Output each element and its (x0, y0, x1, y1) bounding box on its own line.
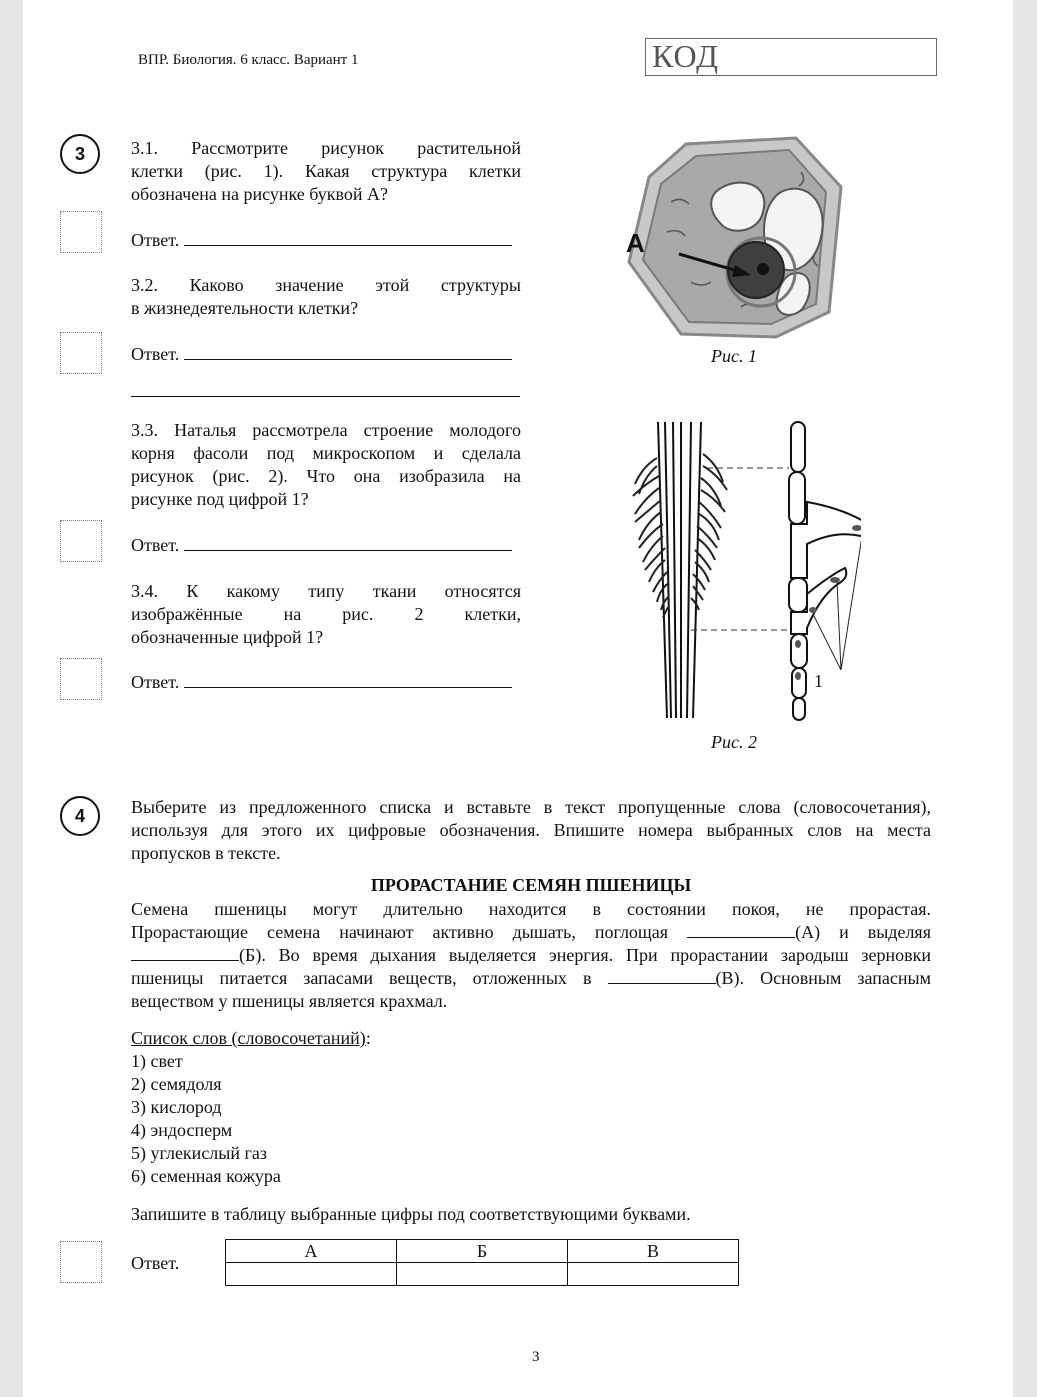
answer-line-3-2-extra[interactable] (131, 396, 520, 397)
table-header-v: В (568, 1240, 739, 1263)
word-list-title: Список слов (словосочетаний) (131, 1028, 366, 1048)
fig2-label-1: 1 (814, 671, 823, 691)
header-title: ВПР. Биология. 6 класс. Вариант 1 (138, 52, 359, 68)
score-box-3-1[interactable] (60, 211, 102, 253)
answer-cell-a[interactable] (226, 1263, 397, 1286)
worksheet-page (23, 0, 1013, 1397)
task-number-4: 4 (60, 796, 100, 836)
blank-v[interactable] (608, 967, 716, 984)
score-box-3-2[interactable] (60, 332, 102, 374)
list-item: 3) кислород (131, 1097, 222, 1117)
question-3-3: 3.3. Наталья рассмотрела строение молодого корня фасоли под микроскопом и сделала рисунок (рис. 2). Что она изобразила на рисунке под цифрой 1? (131, 420, 521, 509)
blank-b[interactable] (131, 944, 239, 961)
answer-cell-v[interactable] (568, 1263, 739, 1286)
answer-line-3-1[interactable]: Ответ. (131, 229, 523, 252)
list-item: 1) свет (131, 1051, 183, 1071)
fig2-caption: Рис. 2 (711, 732, 757, 752)
task-number-3: 3 (60, 134, 100, 174)
score-box-3-4[interactable] (60, 658, 102, 700)
task4-title: ПРОРАСТАНИЕ СЕМЯН ПШЕНИЦЫ (370, 875, 692, 895)
word-list: Список слов (словосочетаний): 1) свет 2) семядоля 3) кислород 4) эндосперм 5) углекислый газ 6) семенная кожура (131, 1028, 371, 1186)
root-figure (621, 418, 861, 723)
answer-table (225, 1239, 739, 1286)
score-box-4[interactable] (60, 1241, 102, 1283)
fig1-label-a: А (626, 228, 645, 258)
blank-a[interactable] (687, 921, 795, 938)
answer-line-3-2[interactable]: Ответ. (131, 343, 523, 366)
table-header-a: А (226, 1240, 397, 1263)
page-number: 3 (532, 1349, 540, 1365)
answer-line-3-3[interactable]: Ответ. (131, 534, 523, 557)
task4-paragraph: Семена пшеницы могут длительно находится в состоянии покоя, не прорастая. Прорастающие семена начинают активно дышать, поглощая (А) и выделяя (Б). Во время дыхания выделяется энергия. При прорастании зародыш зерновки пшеницы питается запасами веществ, отложенных в (В). Основным запасным веществом у пшеницы является крахмал. (131, 899, 931, 1011)
answer-line-3-4[interactable]: Ответ. (131, 671, 523, 694)
list-item: 4) эндосперм (131, 1120, 233, 1140)
question-3-4: 3.4. К какому типу ткани относятся изображённые на рис. 2 клетки, обозначенные цифрой 1? (131, 581, 521, 647)
answer-label-4: Ответ. (131, 1253, 180, 1273)
list-item: 6) семенная кожура (131, 1166, 281, 1186)
question-3-1: 3.1. Рассмотрите рисунок растительной клетки (рис. 1). Какая структура клетки обозначена на рисунке буквой А? (131, 138, 521, 204)
score-box-3-3[interactable] (60, 520, 102, 562)
fig1-caption: Рис. 1 (711, 346, 757, 366)
code-field[interactable] (645, 38, 937, 76)
question-3-2: 3.2. Каково значение этой структуры в жизнедеятельности клетки? (131, 275, 521, 318)
table-instruction: Запишите в таблицу выбранные цифры под соответствующими буквами. (131, 1204, 691, 1224)
list-item: 2) семядоля (131, 1074, 222, 1094)
code-label: КОД (652, 38, 719, 74)
task4-intro: Выберите из предложенного списка и вставьте в текст пропущенные слова (словосочетания), используя для этого их цифровые обозначения. Впишите номера выбранных слов на места пропусков в тексте. (131, 797, 931, 863)
answer-cell-b[interactable] (397, 1263, 568, 1286)
list-item: 5) углекислый газ (131, 1143, 267, 1163)
table-header-b: Б (397, 1240, 568, 1263)
